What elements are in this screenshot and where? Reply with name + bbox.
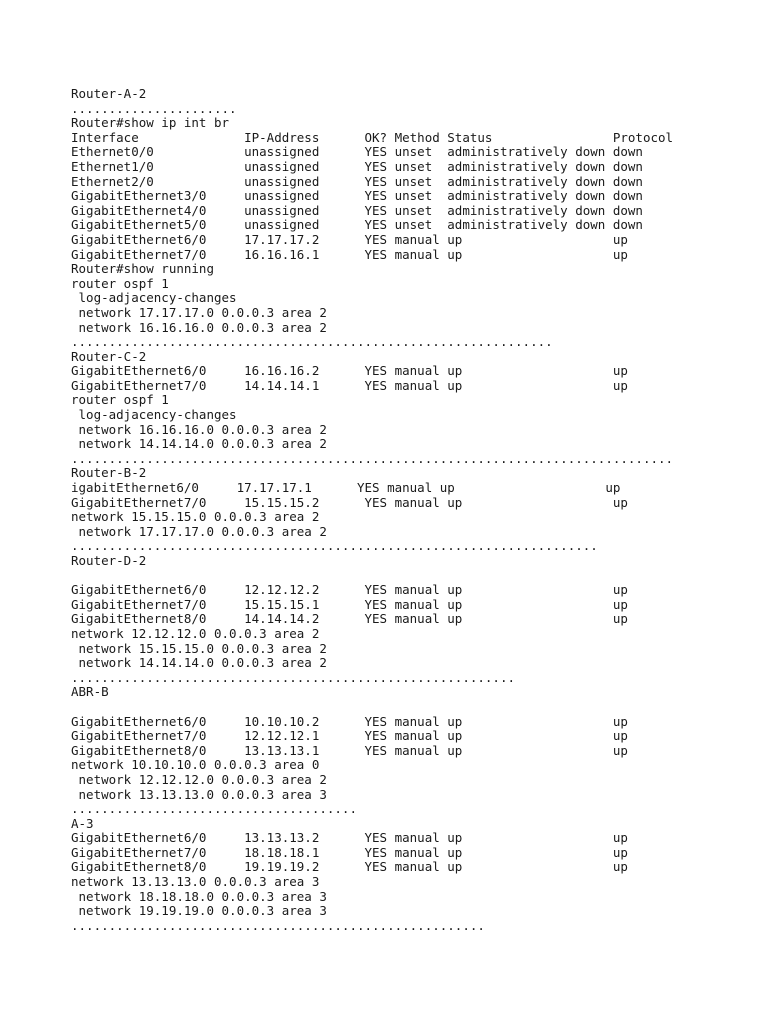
text-line: GigabitEthernet6/0 10.10.10.2 YES manual up up: [71, 713, 628, 729]
text-line: Router#show ip int br: [71, 115, 230, 131]
text-line: router ospf 1: [71, 275, 169, 291]
text-line: router ospf 1: [71, 392, 169, 408]
text-line: Router-D-2: [71, 553, 147, 568]
text-line: ......................................: [71, 801, 357, 817]
text-line: network 13.13.13.0 0.0.0.3 area 3: [71, 874, 320, 890]
text-line: ...........................................................: [71, 669, 516, 685]
text-line: GigabitEthernet3/0 unassigned YES unset administratively down down: [71, 188, 643, 204]
text-line: Ethernet2/0 unassigned YES unset administratively down down: [71, 173, 643, 189]
text-line: GigabitEthernet8/0 13.13.13.1 YES manual up up: [71, 742, 628, 758]
text-line: Ethernet1/0 unassigned YES unset administratively down down: [71, 158, 643, 174]
text-line: GigabitEthernet6/0 16.16.16.2 YES manual up up: [71, 363, 628, 379]
text-line: igabitEthernet6/0 17.17.17.1 YES manual up up: [71, 480, 621, 496]
text-line: ................................................................: [71, 334, 553, 350]
text-line: GigabitEthernet7/0 16.16.16.1 YES manual up up: [71, 246, 628, 262]
text-line: GigabitEthernet7/0 15.15.15.1 YES manual up up: [71, 596, 628, 612]
text-line: GigabitEthernet4/0 unassigned YES unset administratively down down: [71, 202, 643, 218]
text-line: network 16.16.16.0 0.0.0.3 area 2: [71, 421, 327, 437]
text-line: network 18.18.18.0 0.0.0.3 area 3: [71, 888, 327, 904]
text-line: GigabitEthernet8/0 14.14.14.2 YES manual up up: [71, 611, 628, 627]
document-body: [71, 87, 751, 933]
text-line: network 10.10.10.0 0.0.0.3 area 0: [71, 757, 320, 773]
text-line: log-adjacency-changes: [71, 407, 237, 423]
text-line: network 13.13.13.0 0.0.0.3 area 3: [71, 786, 327, 802]
text-line: GigabitEthernet7/0 12.12.12.1 YES manual up up: [71, 728, 628, 744]
text-line: ABR-B: [71, 684, 109, 700]
text-line: GigabitEthernet7/0 14.14.14.1 YES manual up up: [71, 377, 628, 393]
text-line: network 14.14.14.0 0.0.0.3 area 2: [71, 436, 327, 452]
text-line: A-3: [71, 815, 94, 831]
text-line: network 17.17.17.0 0.0.0.3 area 2: [71, 304, 327, 320]
text-line: GigabitEthernet6/0 17.17.17.2 YES manual up up: [71, 231, 628, 247]
text-line: GigabitEthernet8/0 19.19.19.2 YES manual up up: [71, 859, 628, 875]
text-line: GigabitEthernet6/0 12.12.12.2 YES manual up up: [71, 582, 628, 598]
text-line: GigabitEthernet5/0 unassigned YES unset administratively down down: [71, 217, 643, 233]
text-line: Router#show running: [71, 261, 214, 277]
text-line: network 14.14.14.0 0.0.0.3 area 2: [71, 655, 327, 671]
text-line: Router-B-2: [71, 465, 147, 481]
text-line: Router-C-2: [71, 348, 147, 364]
text-line: ......................: [71, 100, 237, 116]
text-line: [71, 569, 751, 584]
text-line: log-adjacency-changes: [71, 290, 237, 306]
text-line: network 16.16.16.0 0.0.0.3 area 2: [71, 319, 327, 335]
text-line: network 17.17.17.0 0.0.0.3 area 2: [71, 523, 327, 539]
text-line: .......................................................: [71, 917, 485, 933]
text-line: ......................................................................: [71, 538, 598, 554]
text-line: Interface IP-Address OK? Method Status Protocol: [71, 129, 674, 145]
text-line: Ethernet0/0 unassigned YES unset administratively down down: [71, 144, 643, 160]
text-line: Router-A-2: [71, 86, 147, 101]
text-line: ................................................................................: [71, 450, 674, 466]
text-line: GigabitEthernet7/0 15.15.15.2 YES manual up up: [71, 494, 628, 510]
text-line: GigabitEthernet7/0 18.18.18.1 YES manual up up: [71, 844, 628, 860]
text-line: network 15.15.15.0 0.0.0.3 area 2: [71, 509, 320, 525]
text-line: network 12.12.12.0 0.0.0.3 area 2: [71, 771, 327, 787]
text-line: [71, 700, 751, 715]
text-line: GigabitEthernet6/0 13.13.13.2 YES manual up up: [71, 830, 628, 846]
text-line: network 12.12.12.0 0.0.0.3 area 2: [71, 625, 320, 641]
text-line: network 15.15.15.0 0.0.0.3 area 2: [71, 640, 327, 656]
text-line: network 19.19.19.0 0.0.0.3 area 3: [71, 903, 327, 919]
